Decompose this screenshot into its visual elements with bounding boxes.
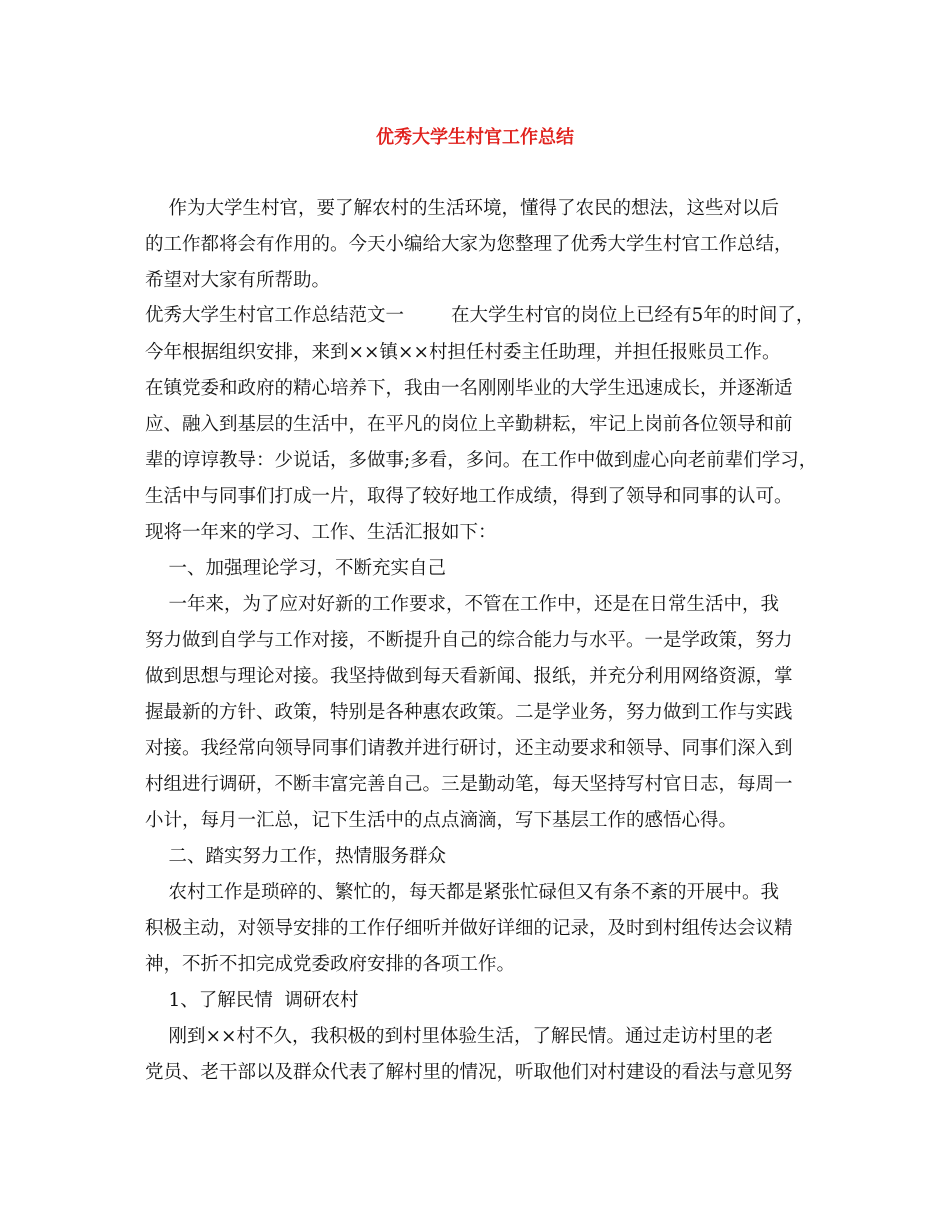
paragraph-line: 刚到××村不久，我积极的到村里体验生活，了解民情。通过走访村里的老 (145, 1026, 774, 1047)
paragraph-line: 优秀大学生村官工作总结范文一 在大学生村官的岗位上已经有5年的时间了， (145, 305, 815, 326)
paragraph-line: 小计，每月一汇总，记下生活中的点点滴滴，写下基层工作的感悟心得。 (145, 810, 738, 831)
paragraph-line: 现将一年来的学习、工作、生活汇报如下： (145, 522, 497, 543)
paragraph-line: 农村工作是琐碎的、繁忙的，每天都是紧张忙碌但又有条不紊的开展中。我 (145, 882, 780, 903)
paragraph-line: 生活中与同事们打成一片，取得了较好地工作成绩，得到了领导和同事的认可。 (145, 486, 793, 507)
paragraph-line: 积极主动，对领导安排的工作仔细听并做好详细的记录，及时到村组传达会议精 (145, 918, 793, 939)
paragraph-line: 努力做到自学与工作对接，不断提升自己的综合能力与水平。一是学政策，努力 (145, 630, 793, 651)
paragraph-line: 党员、老干部以及群众代表了解村里的情况，听取他们对村建设的看法与意见努 (145, 1062, 793, 1083)
paragraph-line: 在镇党委和政府的精心培养下，我由一名刚刚毕业的大学生迅速成长，并逐渐适 (145, 378, 793, 399)
section-heading: 一、加强理论学习，不断充实自己 (145, 558, 447, 579)
paragraph-line: 神，不折不扣完成党委政府安排的各项工作。 (145, 954, 516, 975)
paragraph-line: 一年来，为了应对好新的工作要求，不管在工作中，还是在日常生活中，我 (145, 594, 780, 615)
paragraph-line: 做到思想与理论对接。我坚持做到每天看新闻、报纸，并充分利用网络资源，掌 (145, 666, 793, 687)
paragraph-line: 村组进行调研，不断丰富完善自己。三是勤动笔，每天坚持写村官日志，每周一 (145, 774, 793, 795)
paragraph-line: 对接。我经常向领导同事们请教并进行研讨，还主动要求和领导、同事们深入到 (145, 738, 793, 759)
paragraph-line: 握最新的方针、政策，特别是各种惠农政策。二是学业务，努力做到工作与实践 (145, 702, 793, 723)
section-heading: 二、踏实努力工作，热情服务群众 (145, 846, 447, 867)
paragraph-line: 作为大学生村官，要了解农村的生活环境，懂得了农民的想法，这些对以后 (145, 198, 780, 219)
document-title: 优秀大学生村官工作总结 (376, 127, 574, 148)
paragraph-line: 希望对大家有所帮助。 (145, 270, 331, 291)
paragraph-line: 的工作都将会有作用的。今天小编给大家为您整理了优秀大学生村官工作总结， (145, 234, 793, 255)
paragraph-line: 辈的谆谆教导：少说话，多做事;多看，多问。在工作中做到虚心向老前辈们学习， (145, 450, 818, 471)
paragraph-line: 今年根据组织安排，来到××镇××村担任村委主任助理，并担任报账员工作。 (145, 342, 781, 363)
subsection-heading: 1、了解民情 调研农村 (145, 990, 359, 1011)
paragraph-line: 应、融入到基层的生活中，在平凡的岗位上辛勤耕耘，牢记上岗前各位领导和前 (145, 414, 793, 435)
